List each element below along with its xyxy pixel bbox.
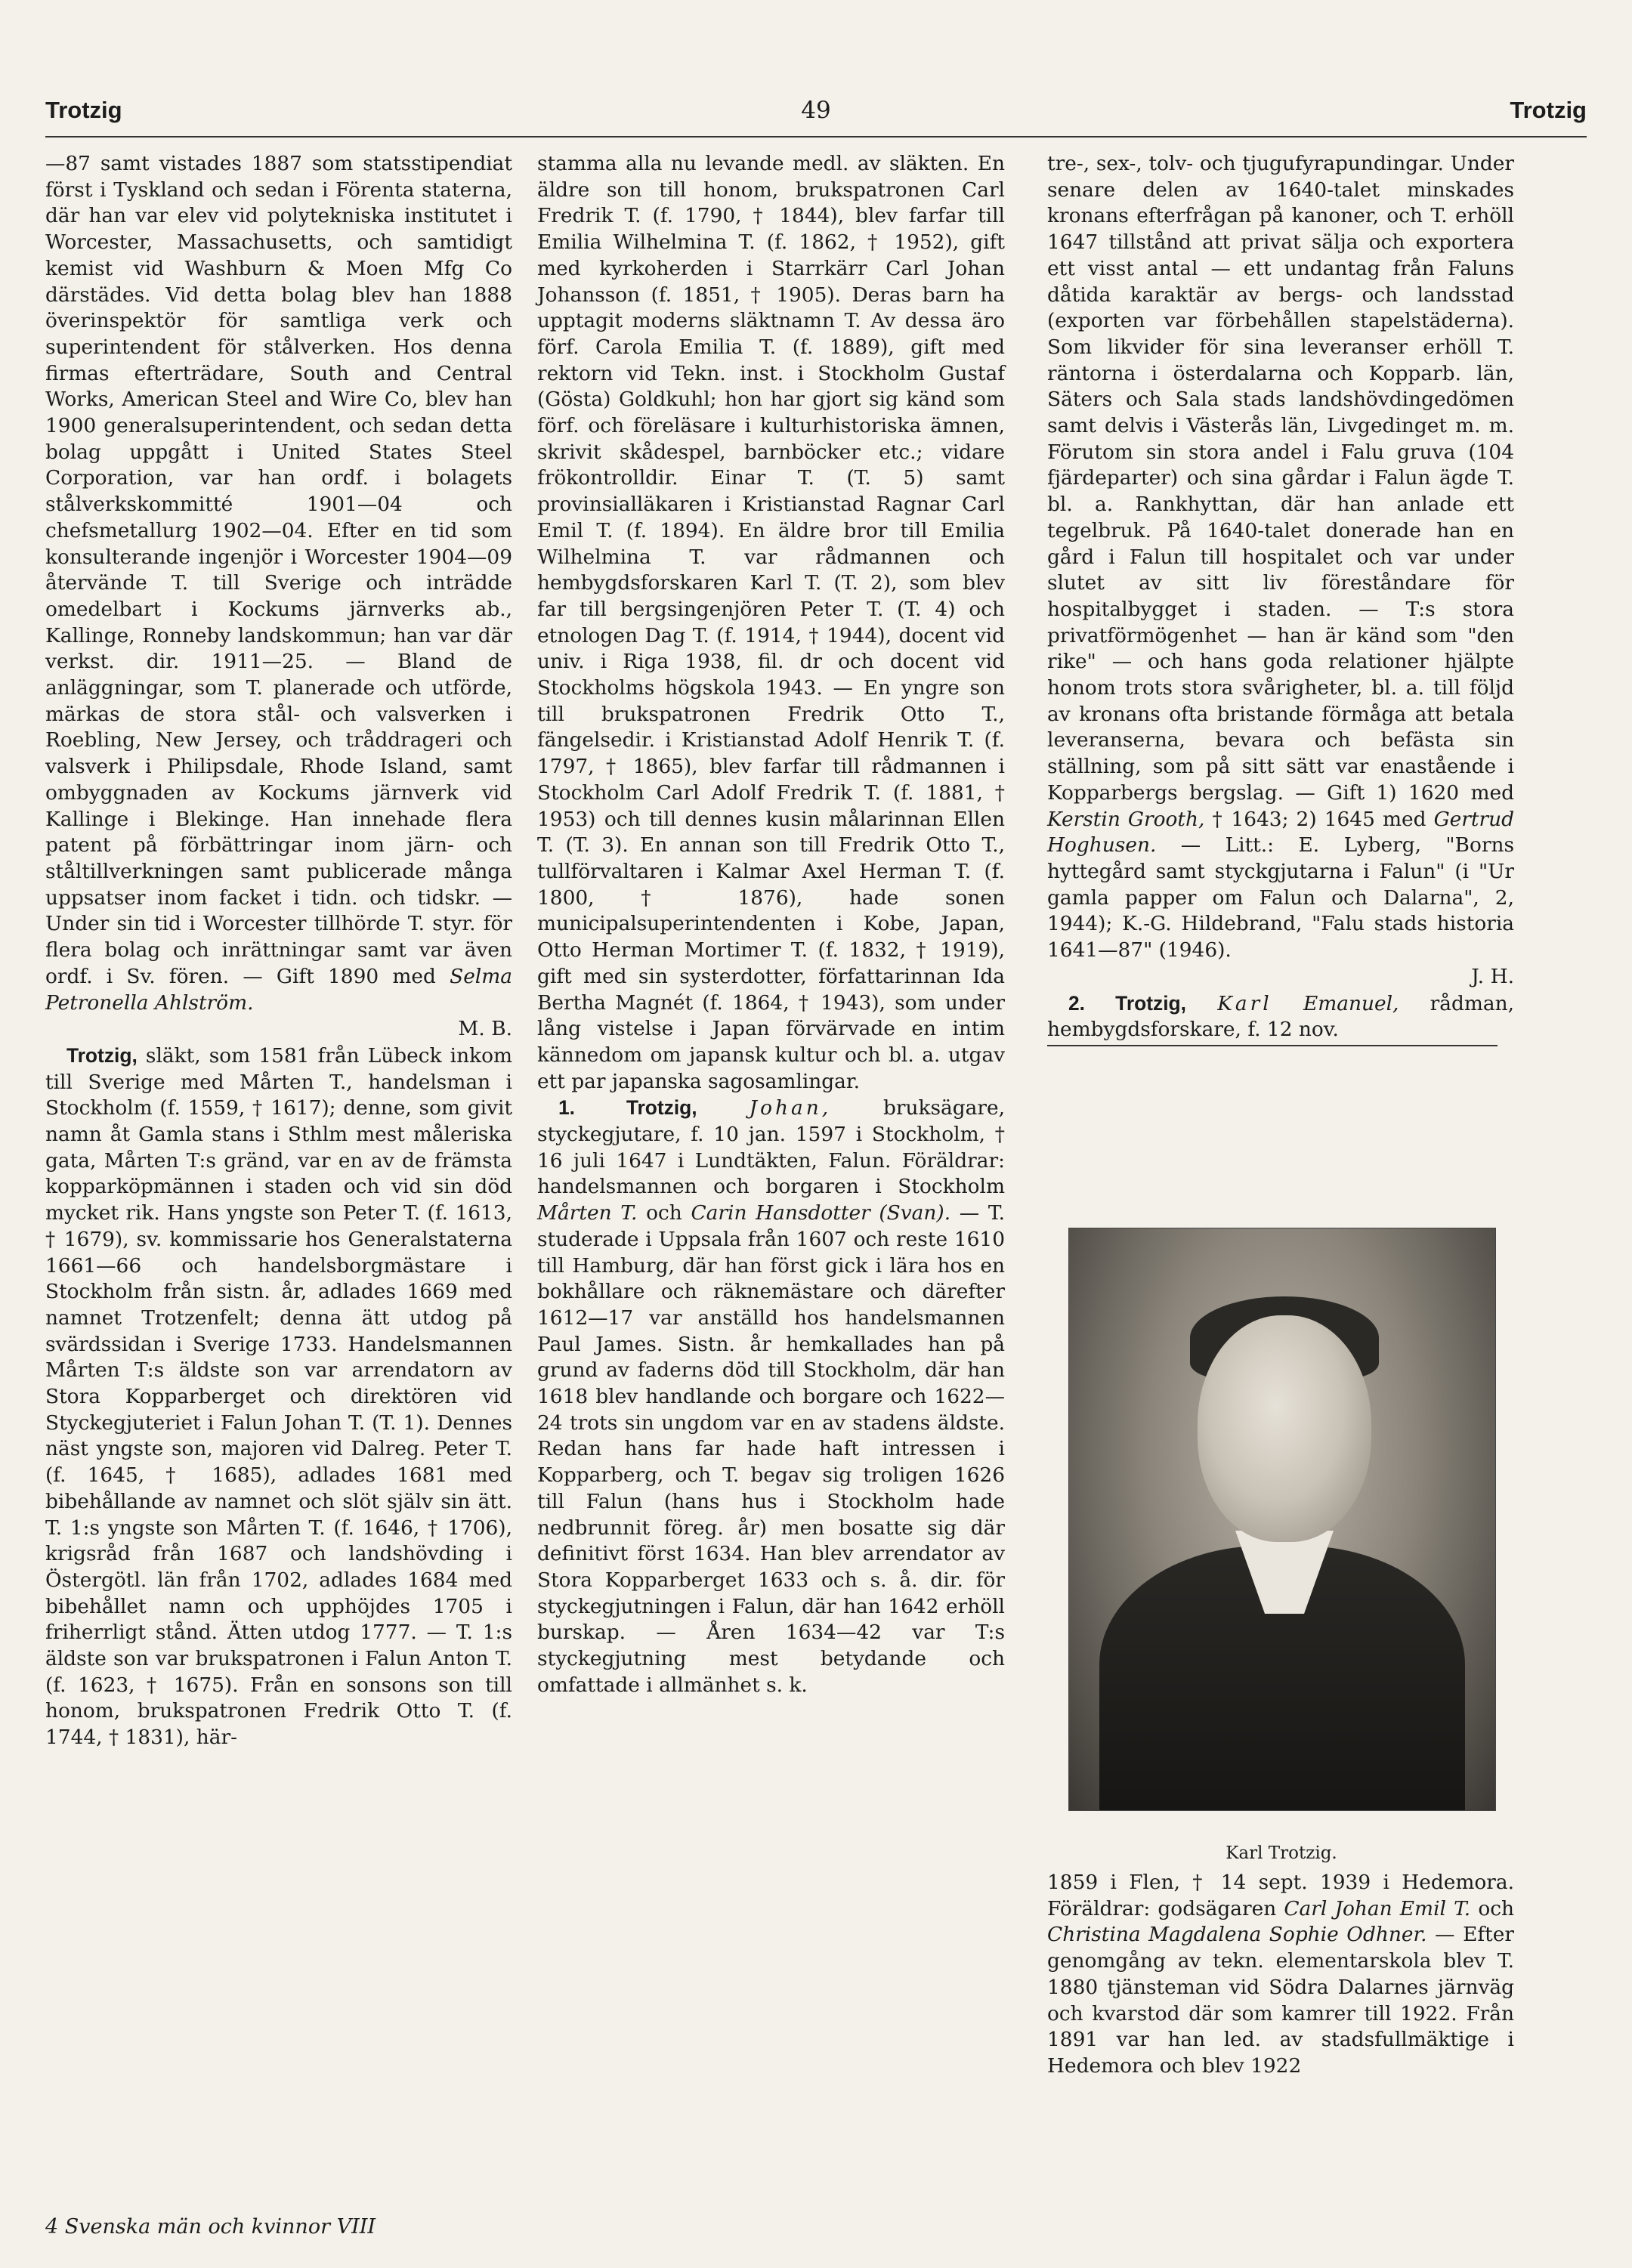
page-number: 49 [801, 97, 831, 124]
paragraph-continuation: —87 samt vistades 1887 som statsstipendiat först i Tyskland och sedan i Förenta staterna, där han var elev vid polytekniska institutet i Worcester, Massachusetts, och samtidigt kemist vid Washburn & Moen Mfg Co därstädes. Vid detta bolag blev han 1888 överinspektör för samtliga verk och superintendent för stålverken. Hos denna firmas efterträdare, South and Central Works, American Steel and Wire Co, blev han 1900 generalsuperintendent, och sedan detta bolag uppgått i United States Steel Corporation, var han ordf. i bolagets stålverkskommitté 1901—04 och chefsmetallurg 1902—04. Efter en tid som konsulterande ingenjör i Worcester 1904—09 återvände T. till Sverige och inträdde omedelbart i Kockums järnverks ab., Kallinge, Ronneby landskommun; han var där verkst. dir. 1911—25. — Bland de anläggningar, som T. planerade och utförde, märkas de stora stål- och valsverken i Roebling, New Jersey, och tråddrageri och valsverk i Philipsdale, Rhode Island, samt ombyggnaden av Kockums järnverk vid Kallinge i Blekinge. Han innehade flera patent på förbättringar inom järn- och ståltillverkningen samt publicerade många uppsatser inom facket i tidn. och tidskr. — Under sin tid i Worcester tillhörde T. styr. för flera bolag och inrättningar samt var även ordf. i Sv. fören. — Gift 1890 med Selma Petronella Ahlström. [45, 152, 513, 1015]
portrait-photo [1068, 1228, 1496, 1811]
entry-2-headword: 2. Trotzig, [1068, 991, 1186, 1015]
header-left-name: Trotzig [45, 97, 122, 123]
section-rule [1047, 1045, 1498, 1046]
photo-caption: Karl Trotzig. [1226, 1843, 1337, 1863]
paragraph-family-cont: stamma alla nu levande medl. av släkten. En äldre son till honom, brukspatronen Carl Fredrik T. (f. 1790, † 1844), blev farfar till Emilia Wilhelmina T. (f. 1862, † 1952), gift med kyrkoherden i Starrkärr Carl Johan Johansson (f. 1851, † 1905). Deras barn ha upptagit moderns släktnamn T. Av dessa äro förf. Carola Emilia T. (f. 1889), gift med rektorn vid Tekn. inst. i Stockholm Gustaf (Gösta) Goldkuhl; hon har gjort sig känd som förf. och föreläsare i kulturhistoriska ämnen, skrivit skådespel, barnböcker etc.; vidare frökontrolldir. Einar T. (T. 5) samt provinsialläkaren i Kristianstad Ragnar Carl Emil T. (f. 1894). En äldre bror till Emilia Wilhelmina T. var rådmannen och hembygdsforskaren Karl T. (T. 2), som blev far till bergsingenjören Peter T. (T. 4) och etnologen Dag T. (f. 1914, † 1944), docent vid univ. i Riga 1938, fil. dr och docent vid Stockholms högskola 1943. — En yngre son till brukspatronen Fredrik Otto T., fängelsedir. i Kristianstad Adolf Henrik T. (f. 1797, † 1865), blev farfar till rådmannen i Stockholm Carl Adolf Fredrik T. (f. 1881, † 1953) och till dennes kusin målarinnan Ellen T. (T. 3). En annan son till Fredrik Otto T., tullförvaltaren i Kalmar Axel Herman T. (f. 1800, † 1876), hade sonen municipalsuperintendenten i Kobe, Japan, Otto Herman Mortimer T. (f. 1832, † 1919), gift med sin systerdotter, författarinnan Ida Bertha Magnét (f. 1864, † 1943), som under lång vistelse i Japan förvärvade en intim kännedom om japansk kultur och bl. a. utgav ett par japanska sagosamlingar. [537, 152, 1005, 1093]
column-3 [1047, 151, 1514, 1046]
column-3-lower [1047, 1870, 1514, 2080]
header-rule [45, 136, 1587, 138]
entry-1-given-name: Johan, [749, 1096, 832, 1120]
paragraph-entry-2: 2. Trotzig, Karl Emanuel, rådman, hembygdsforskare, f. 12 nov. [1047, 991, 1515, 1042]
header-right-name: Trotzig [1510, 97, 1587, 123]
entry-headword: Trotzig, [66, 1043, 138, 1067]
author-signature: M. B. [458, 1017, 512, 1041]
entry-2-given-name: Karl [1217, 991, 1272, 1015]
wife-name: Selma Petronella Ahlström. [45, 964, 513, 1015]
footer-signature-line: 4 Svenska män och kvinnor VIII [45, 2215, 376, 2239]
column-1 [45, 151, 512, 1751]
running-header [45, 97, 1587, 134]
paragraph-entry-1-cont: tre-, sex-, tolv- och tjugufyrapundingar. Under senare delen av 1640-talet minskades kronans efterfrågan på kanoner, och T. erhöll 1647 tillstånd att privat sälja och exportera ett visst antal — ett undantag från Faluns dåtida karaktär av bergs- och landsstad (exporten var förbehållen stapelstäderna). Som likvider för sina leveranser erhöll T. räntorna i österdalarna och Kopparb. län, Säters och Sala stads landshövdingedömen samt delvis i Västerås län, Livgedinget m. m. Förutom sin stora andel i Falu gruva (104 fjärdeparter) och sina gårdar i Falun ägde T. bl. a. Rankhyttan, där han anlade ett tegelbruk. På 1640-talet donerade han en gård i Falun till hospitalet och var under slutet av sitt liv föreståndare för hospitalbygget i staden. — T:s stora privatförmögenhet — han är känd som "den rike" — och hans goda relationer hjälpte honom trots stora svårigheter, bl. a. till följd av kronans ofta bristande förmåga att betala leveranserna, bevara och befästa sin ställning, som på sitt sätt var enastående i Kopparbergs bergslag. — Gift 1) 1620 med Kerstin Grooth, † 1643; 2) 1645 med Gertrud Hoghusen. — Litt.: E. Lyberg, "Borns hyttegård samt styckgjutarna i Falun" (i "Ur gamla papper om Falun och Dalarna", 2, 1944); K.-G. Hildebrand, "Falu stads historia 1641—87" (1946). [1047, 152, 1514, 963]
author-signature-jh: J. H. [1471, 964, 1514, 988]
portrait-face [1198, 1315, 1371, 1542]
paragraph-entry-1: 1. Trotzig, Johan, bruksägare, styckegjutare, f. 10 jan. 1597 i Stockholm, † 16 juli 1647 i Lundtäkten, Falun. Föräldrar: handelsmannen och borgaren i Stockholm Mårten T. och Carin Hansdotter (Svan). — T. studerade i Uppsala från 1607 och reste 1610 till Hamburg, där han först gick i lära hos en bokhållare och räknemästare och därefter 1612—17 var anställd hos handelsmannen Paul James. Sistn. år hemkallades han på grund av faderns död till Stockholm, där han 1618 blev handlande och borgare och 1622—24 trots sin ungdom var en av stadens äldste. Redan hans far hade haft intressen i Kopparberg, och T. begav sig troligen 1626 till Falun (hans hus i Stockholm hade nedbrunnit föreg. år) men bosatte sig där definitivt först 1634. Han blev arrendator av Stora Kopparberget 1633 och s. å. dir. för styckegjutningen i Falun, där han 1642 erhöll burskap. — Åren 1634—42 var T:s styckegjutning mest betydande och omfattade i allmänhet s. k. [537, 1096, 1005, 1697]
paragraph-entry-2-cont: 1859 i Flen, † 14 sept. 1939 i Hedemora. Föräldrar: godsägaren Carl Johan Emil T. och Christina Magdalena Sophie Odhner. — Efter genomgång av tekn. elementarskola blev T. 1880 tjänsteman vid Södra Dalarnes järnväg och kvarstod där som kamrer till 1922. Från 1891 var han led. av stadsfullmäktige i Hedemora och blev 1922 [1047, 1871, 1514, 2078]
paragraph-family: Trotzig, släkt, som 1581 från Lübeck inkom till Sverige med Mårten T., handelsman i Stockholm (f. 1559, † 1617); denne, som givit namn åt Gamla stans i Sthlm mest måleriska gata, Mårten T:s gränd, var en av de främsta kopparköpmännen i staden och vid sin död mycket rik. Hans yngste son Peter T. (f. 1613, † 1679), sv. kommissarie hos Generalstaterna 1661—66 och handelsborgmästare i Stockholm från sistn. år, adlades 1669 med namnet Trotzenfelt; denna ätt utdog på svärdssidan i Sverige 1733. Handelsmannen Mårten T:s äldste son var arrendatorn av Stora Kopparberget och direktören vid Styckegjuteriet i Falun Johan T. (T. 1). Dennes näst yngste son, majoren vid Dalreg. Peter T. (f. 1645, † 1685), adlades 1681 med bibehållande av namnet och slöt själv sin ätt. T. 1:s yngste son Mårten T. (f. 1646, † 1706), krigsråd från 1687 och landshövding i Östergötl. län från 1702, adlades 1684 med bibehållet namn och upphöjdes 1705 i friherrligt stånd. Ätten utdog 1777. — T. 1:s äldste son var brukspatronen i Falun Anton T. (f. 1623, † 1675). Från en sonsons son till honom, brukspatronen Fredrik Otto T. (f. 1744, † 1831), här- [45, 1043, 512, 1750]
entry-1-headword: 1. Trotzig, [558, 1096, 697, 1120]
column-2 [537, 151, 1005, 1698]
